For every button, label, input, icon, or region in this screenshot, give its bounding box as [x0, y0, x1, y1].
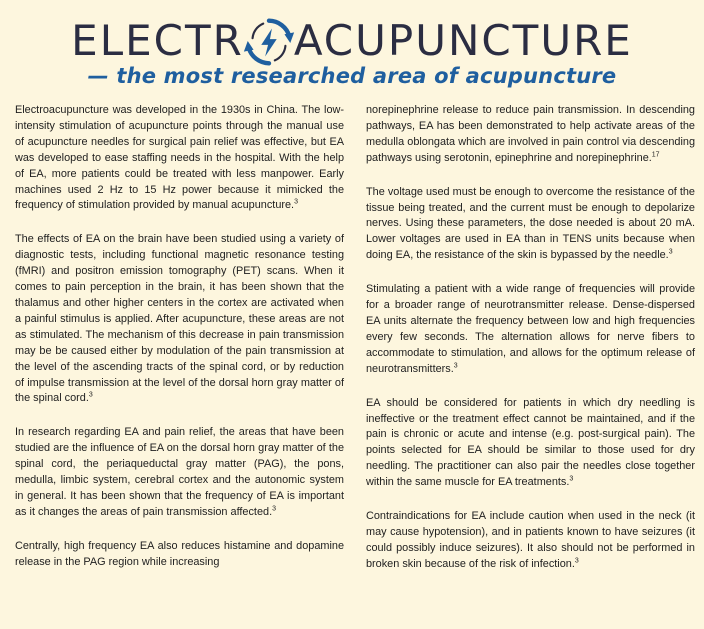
paragraph [366, 509, 695, 573]
article-header [0, 0, 704, 96]
paragraph-text: In research regarding EA and pain relief, the areas that have been studied are the influence of EA on the dorsal horn gray matter of the spinal cord, the periaqueductal gray matter (PAG), the pons, medulla, limbic system, cerebral cortex and the autonomic system in general. It has been shown that the frequency of EA is important as it changes the areas of pain transmission affected. [15, 426, 344, 518]
reference-marker: 17 [651, 151, 660, 159]
paragraph [15, 539, 344, 571]
article-title [0, 12, 704, 70]
title-left: ELECTR [71, 16, 244, 65]
reference-marker: 3 [88, 391, 93, 399]
paragraph-text: EA should be considered for patients in which dry needling is ineffective or the treatment effect cannot be maintained, and if the pain is chronic or acute and intense (e.g. post-surgical pain). The points selected for EA should be similar to those used for dry needling. The practitioner can also pair the needles close together within the same muscle for EA treatments. [366, 396, 695, 489]
paragraph [366, 185, 695, 265]
paragraph-text: Contraindications for EA include caution when used in the neck (it may cause hypotension), and in patients known to have seizures (it could possibly induce seizures). It also should not be performed in broken skin because of the risk of infection. [366, 510, 695, 570]
article-body [15, 103, 695, 623]
paragraph-text: The effects of EA on the brain have been studied using a variety of diagnostic tests, including functional magnetic resonance testing (fMRI) and positron emission tomography (PET) scans. When it comes to pain perception in the brain, it has been shown that the thalamus and other higher centers in the cortex are activated when a painful stimulus is applied. After acupuncture, these areas are not as stimulated. The mechanism of this decrease in pain transmission may be be caused either by modulation of the pain transmission at the level of the ascending tracts of the spinal cord, or by reduction of impulse transmission at the level of the dorsal horn gray matter of the spinal cord. [15, 233, 344, 405]
reference-marker: 3 [668, 248, 673, 256]
paragraph-text: Stimulating a patient with a wide range of frequencies will provide for a broader range of neurotransmitter release. Dense-dispersed EA units alternate the frequency between low and high frequencies every few seconds. The alternation allows for nerve fibers to accommodate to stimulation, and allows for the optimum release of neurotransmitters. [366, 283, 695, 375]
reference-marker: 3 [569, 475, 574, 483]
lightning-cycle-icon [240, 13, 298, 71]
paragraph [366, 282, 695, 377]
article-subtitle: — the most researched area of acupuncture [87, 64, 617, 88]
paragraph-text: The voltage used must be enough to overcome the resistance of the tissue being treated, and the current must be enough to depolarize nerves. Using these parameters, the dose needed is about 20 mA. Lower voltages are used in EA than in TENS units because when doing EA, the resistance of the skin is bypassed by the needle. [366, 185, 695, 262]
reference-marker: 3 [574, 557, 579, 565]
paragraph [366, 103, 695, 167]
paragraph-text: norepinephrine release to reduce pain transmission. In descending pathways, EA has been demonstrated to help activate areas of the medulla oblongata which are involved in pain control via descending pathways using serotonin, epinephrine and norepinephrine. [366, 104, 695, 164]
paragraph-text: Centrally, high frequency EA also reduces histamine and dopamine release in the PAG region while increasing [15, 539, 344, 568]
right-column [366, 103, 695, 623]
paragraph-text: Electroacupuncture was developed in the 1930s in China. The low-intensity stimulation of acupuncture points through the manual use of acupuncture needles for surgical pain relief was effective, but EA was developed to ease staffing needs in the hospital. With the help of EA, more patients could be treated with less manpower. Early machines used 2 Hz to 15 Hz power because it mimicked the frequency of stimulation provided by manual acupuncture. [15, 104, 344, 212]
reference-marker: 3 [272, 505, 276, 513]
paragraph [366, 396, 695, 491]
title-right: ACUPUNCTURE [293, 16, 633, 65]
paragraph [15, 103, 344, 214]
paragraph [15, 232, 344, 407]
paragraph [15, 425, 344, 520]
reference-marker: 3 [453, 362, 458, 370]
reference-marker: 3 [294, 198, 298, 206]
left-column [15, 103, 344, 623]
